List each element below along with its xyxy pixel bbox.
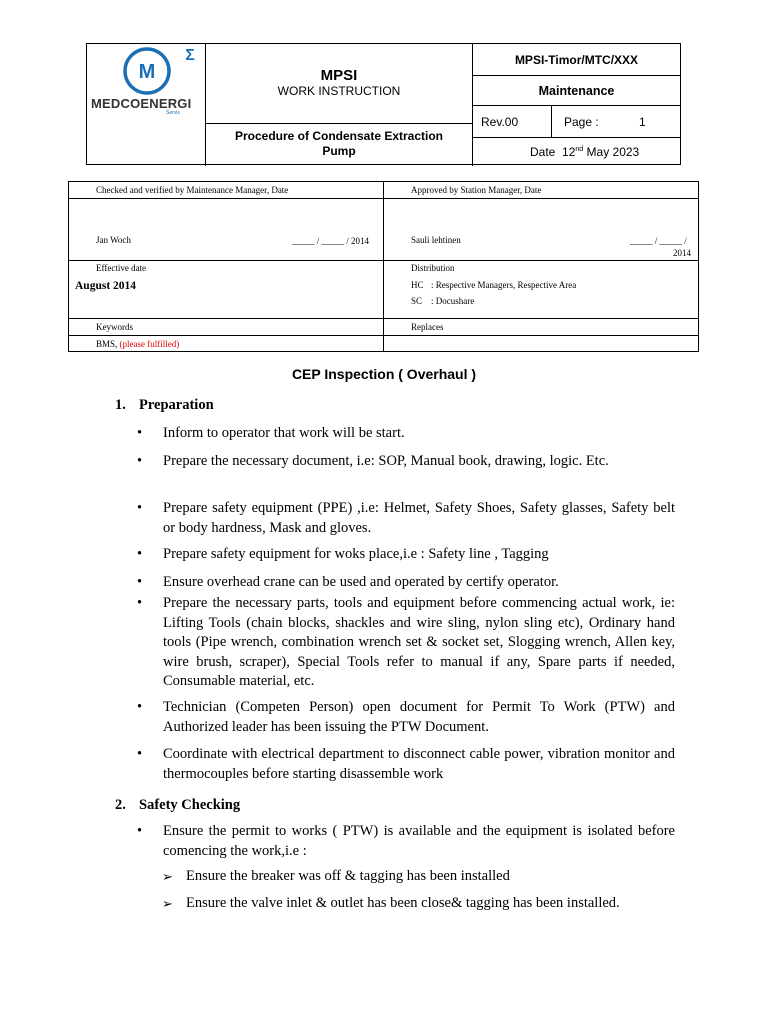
approved-label: Approved by Station Manager, Date: [411, 185, 542, 195]
prep-item-2: Prepare the necessary document, i.e: SOP, Manual book, drawing, logic. Etc.: [163, 453, 609, 469]
bullet-icon: •: [137, 425, 143, 441]
date-day: 12: [562, 145, 576, 159]
approval-row-line: [69, 260, 698, 261]
title-bottom: [206, 123, 472, 165]
effective-label: Effective date: [96, 263, 147, 273]
date-text: [530, 145, 639, 159]
distribution-hc-value: : Respective Managers, Respective Area: [431, 280, 577, 290]
bullet-icon: •: [137, 574, 143, 590]
distribution-sc-value: : Docushare: [431, 296, 475, 306]
list-item: [162, 867, 682, 887]
checker-date: _____ / _____ / 2014: [292, 236, 370, 246]
page-label: Page :: [564, 115, 599, 129]
bullet-icon: •: [137, 546, 143, 562]
prep-item-7: Technician (Competen Person) open document for Permit To Work (PTW) and Authorized leader has been issuing the PTW Document.: [163, 699, 675, 735]
section-1-number: 1.: [115, 397, 126, 413]
keywords-label: Keywords: [96, 322, 133, 332]
section-title: CEP Inspection ( Overhaul ): [291, 366, 477, 382]
revision-row: [473, 106, 680, 138]
arrow-bullet-icon: ➢: [162, 869, 173, 884]
distribution-sc-key: SC: [411, 296, 423, 306]
doc-code-row: [473, 44, 680, 76]
logo-brand-text: MEDCOENERGI: [91, 96, 192, 111]
procedure-title: Procedure of Condensate Extraction Pump: [234, 129, 444, 158]
date-suffix: nd: [575, 146, 584, 153]
prep-item-4: Prepare safety equipment for woks place,i.e : Safety line , Tagging: [163, 546, 549, 562]
revision: Rev.00: [481, 115, 519, 129]
bullet-icon: •: [137, 746, 143, 762]
approval-col-divider: [383, 182, 384, 351]
list-item: [137, 822, 675, 861]
list-item: [162, 894, 682, 914]
logo-sigma: Σ: [185, 47, 195, 64]
effective-value: August 2014: [75, 280, 137, 292]
bullet-icon: •: [137, 500, 143, 516]
prep-item-8: Coordinate with electrical department to disconnect cable power, vibration monitor and thermocouples before starting disassemble work: [163, 746, 675, 782]
list-item: [137, 594, 675, 692]
date-label: Date: [530, 145, 556, 159]
replaces-label: Replaces: [411, 322, 444, 332]
list-item: [137, 499, 675, 538]
department: Maintenance: [538, 84, 615, 98]
safety-sub-item-2: Ensure the valve inlet & outlet has been close& tagging has been installed.: [186, 895, 620, 911]
document-header: [86, 43, 681, 165]
list-item: [137, 698, 675, 737]
company-name: MPSI: [320, 67, 358, 84]
approver-date-year: 2014: [673, 248, 691, 258]
doc-type: WORK INSTRUCTION: [277, 84, 401, 98]
title-top: [206, 44, 472, 124]
safety-sub-item-1: Ensure the breaker was off & tagging has been installed: [186, 868, 510, 884]
title-cell: [206, 44, 473, 166]
prep-item-6: Prepare the necessary parts, tools and equipment before commencing actual work, ie: Lifting Tools (chain blocks, shackles and wire sling, nylon sling etc), Ordinary hand tools (Pipe wrench, combination wrench set & socket set, Slogging wrench, Allen key, wire brush, scraper), Special Tools refer to manual if any, Spare parts if needed, Consumable material, etc.: [163, 595, 675, 689]
list-item: [137, 573, 675, 593]
distribution-hc-key: HC: [411, 280, 424, 290]
section-2-number: 2.: [115, 797, 126, 813]
distribution-label: Distribution: [411, 263, 455, 273]
logo-sub-text: Servis: [166, 110, 180, 116]
arrow-bullet-icon: ➢: [162, 896, 173, 911]
approval-row-line: [69, 318, 698, 319]
prep-item-1: Inform to operator that work will be start.: [163, 425, 405, 441]
prep-item-5: Ensure overhead crane can be used and operated by certify operator.: [163, 574, 559, 590]
department-row: [473, 76, 680, 106]
approval-table: [68, 181, 699, 352]
checked-label: Checked and verified by Maintenance Manager, Date: [96, 185, 289, 195]
bullet-icon: •: [137, 823, 143, 839]
list-item: [137, 745, 675, 784]
logo-mark: M: [138, 61, 156, 83]
section-2-title: Safety Checking: [139, 797, 241, 813]
keywords-value-line: [96, 339, 179, 349]
list-item: [137, 452, 675, 472]
bullet-icon: •: [137, 595, 143, 611]
approver-name: Sauli lehtinen: [411, 235, 461, 245]
approver-date-line: _____ / _____ /: [630, 236, 687, 246]
page-number: 1: [639, 115, 646, 129]
approval-row-line: [69, 198, 698, 199]
meta-cell: [473, 44, 680, 166]
checker-name: Jan Woch: [96, 235, 131, 245]
section-1-title: Preparation: [139, 397, 214, 413]
section-1-heading: [115, 397, 214, 414]
doc-code: MPSI-Timor/MTC/XXX: [514, 53, 639, 67]
rev-divider: [551, 106, 552, 137]
safety-item-1: Ensure the permit to works ( PTW) is available and the equipment is isolated before comencing the work,i.e :: [163, 823, 675, 859]
list-item: [137, 545, 675, 565]
list-item: [137, 424, 675, 444]
section-2-heading: [115, 797, 240, 814]
approval-row-line: [69, 335, 698, 336]
date-rest: May 2023: [586, 145, 640, 159]
prep-item-3: Prepare safety equipment (PPE) ,i.e: Helmet, Safety Shoes, Safety glasses, Safety belt or body hardness, Mask and gloves.: [163, 500, 675, 536]
keywords-value: BMS,: [96, 339, 118, 349]
medcoenergi-logo-icon: [87, 44, 205, 124]
bullet-icon: •: [137, 453, 143, 469]
keywords-note: (please fulfilled): [119, 339, 180, 349]
bullet-icon: •: [137, 699, 143, 715]
date-row: [473, 138, 680, 165]
logo-cell: [87, 44, 206, 166]
